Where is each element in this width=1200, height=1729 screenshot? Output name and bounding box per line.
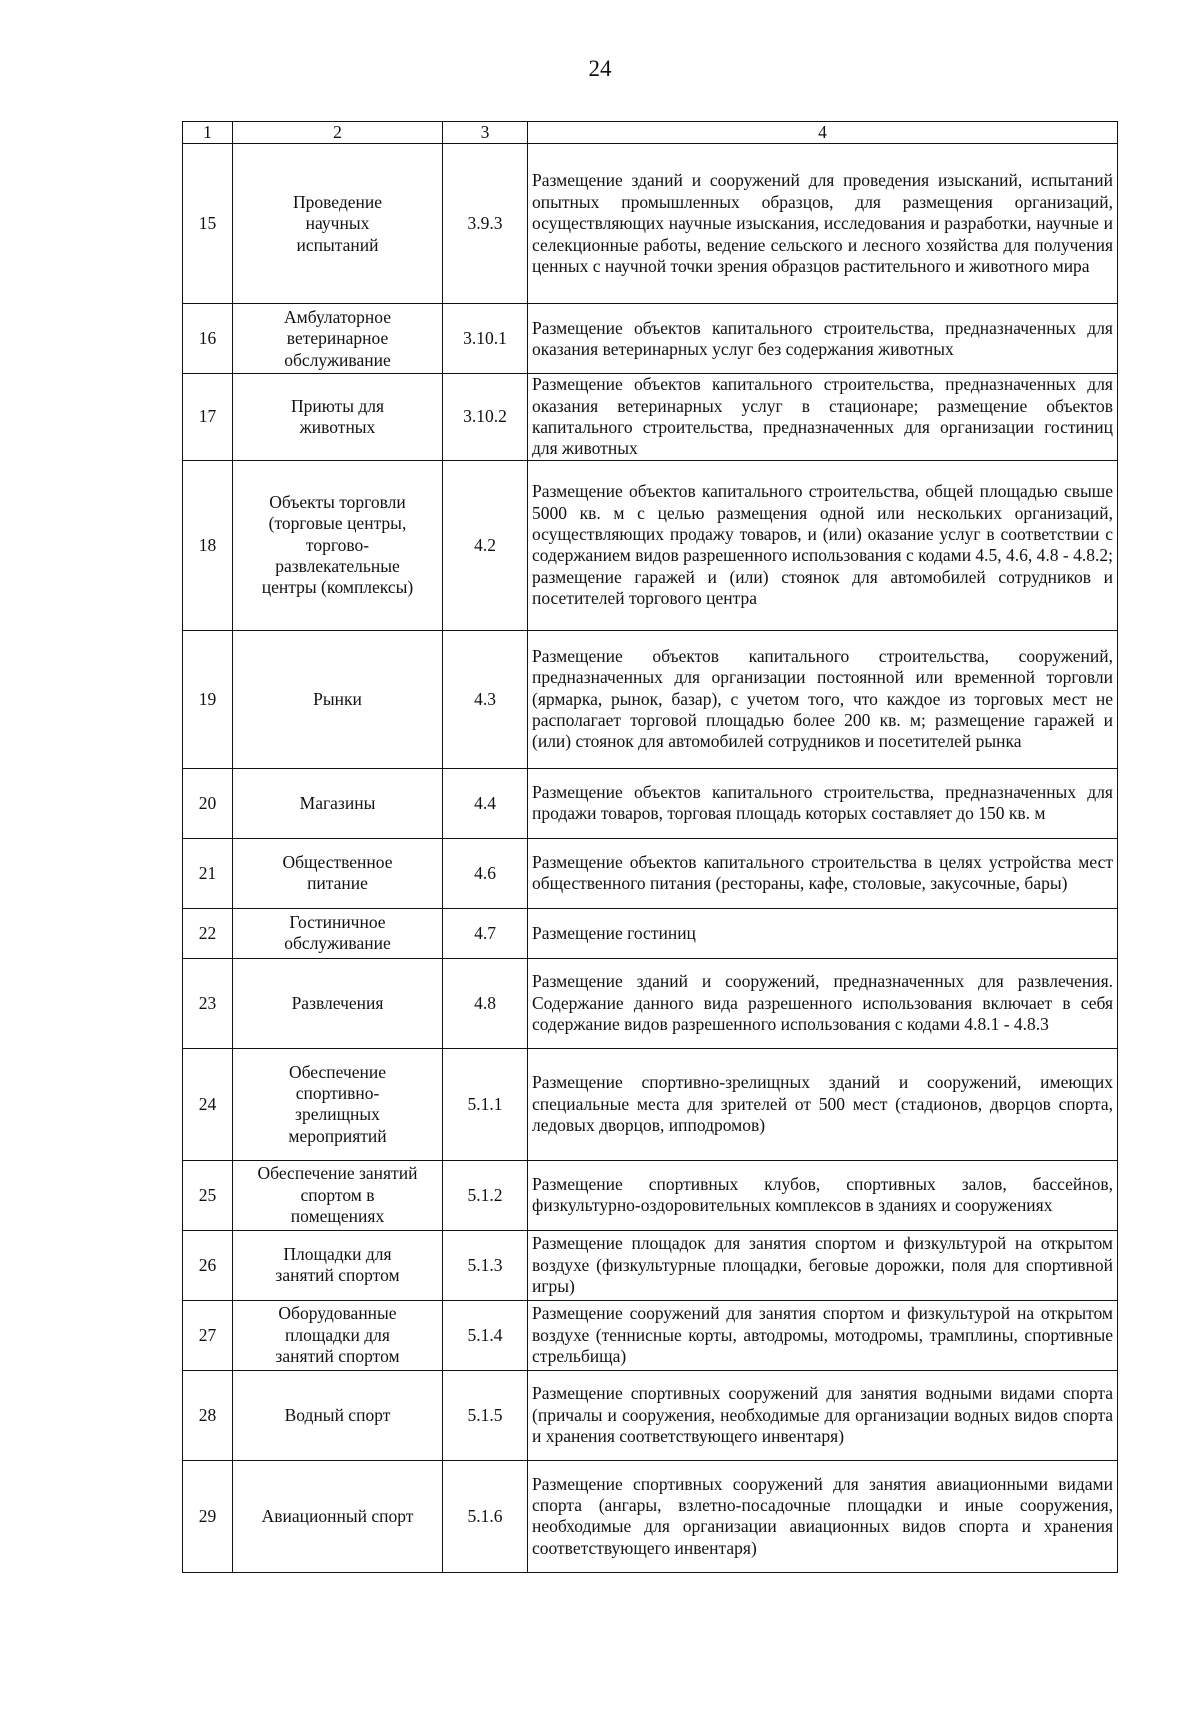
land-use-code: 5.1.4: [443, 1300, 528, 1370]
table-row: [183, 304, 1118, 374]
land-use-name-text: Площадки для занятий спортом: [275, 1243, 400, 1286]
table-row: [183, 1300, 1118, 1370]
land-use-description: Размещение гостиниц: [528, 908, 1118, 958]
row-number: 22: [183, 908, 233, 958]
table-row: [183, 1230, 1118, 1300]
land-use-name-text: Проведение научных испытаний: [292, 191, 382, 255]
table-row: [183, 1160, 1118, 1230]
land-use-name: [233, 1160, 443, 1230]
land-use-description: Размещение сооружений для занятия спортом и физкультурой на открытом воздухе (теннисные корты, автодромы, мотодромы, трамплины, спортивные стрельбища): [528, 1300, 1118, 1370]
land-use-name: [233, 304, 443, 374]
row-number: 19: [183, 630, 233, 768]
land-use-name-text: Приюты для животных: [290, 395, 385, 438]
land-use-name: [233, 374, 443, 460]
land-use-description: Размещение площадок для занятия спортом и физкультурой на открытом воздухе (физкультурные площадки, беговые дорожки, поля для спортивной игры): [528, 1230, 1118, 1300]
land-use-name: Развлечения: [233, 958, 443, 1048]
land-use-name-text: Амбулаторное ветеринарное обслуживание: [284, 306, 391, 370]
land-use-code: 5.1.5: [443, 1370, 528, 1460]
land-use-code: 3.10.1: [443, 304, 528, 374]
land-use-code: 3.9.3: [443, 144, 528, 304]
land-use-code: 5.1.3: [443, 1230, 528, 1300]
land-use-name: Авиационный спорт: [233, 1460, 443, 1572]
table-row: [183, 460, 1118, 630]
land-use-code: 4.4: [443, 768, 528, 838]
land-use-code: 5.1.6: [443, 1460, 528, 1572]
land-use-name-text: Обеспечение спортивно-зрелищных мероприятий: [288, 1061, 387, 1146]
land-use-description: Размещение спортивных клубов, спортивных залов, бассейнов, физкультурно-оздоровительных комплексов в зданиях и сооружениях: [528, 1160, 1118, 1230]
land-use-description: Размещение объектов капитального строительства, предназначенных для оказания ветеринарных услуг без содержания животных: [528, 304, 1118, 374]
land-use-description: Размещение объектов капитального строительства, сооружений, предназначенных для организации постоянной или временной торговли (ярмарка, рынок, базар), с учетом того, что каждое из торговых мест не располагает торговой площадью более 200 кв. м; размещение гаражей и (или) стоянок для автомобилей сотрудников и посетителей рынка: [528, 630, 1118, 768]
header-row: [183, 122, 1118, 144]
page-number: 24: [588, 56, 612, 81]
land-use-description: Размещение спортивно-зрелищных зданий и сооружений, имеющих специальные места для зрителей от 500 мест (стадионов, дворцов спорта, ледовых дворцов, ипподромов): [528, 1048, 1118, 1160]
land-use-name-text: Обеспечение занятий спортом в помещениях: [257, 1163, 418, 1226]
land-use-name-text: Объекты торговли (торговые центры, торгово-развлекательные центры (комплексы): [261, 491, 414, 598]
land-use-code: 3.10.2: [443, 374, 528, 460]
land-use-name: Магазины: [233, 768, 443, 838]
land-use-description: Размещение объектов капитального строительства в целях устройства мест общественного питания (рестораны, кафе, столовые, закусочные, бары): [528, 838, 1118, 908]
table-row: [183, 958, 1118, 1048]
land-use-name: Водный спорт: [233, 1370, 443, 1460]
table-row: [183, 1048, 1118, 1160]
row-number: 29: [183, 1460, 233, 1572]
land-use-name-text: Общественное питание: [282, 851, 393, 894]
row-number: 27: [183, 1300, 233, 1370]
land-use-name: [233, 908, 443, 958]
table-row: [183, 1460, 1118, 1572]
row-number: 25: [183, 1160, 233, 1230]
table-row: [183, 908, 1118, 958]
land-use-code: 4.6: [443, 838, 528, 908]
header-col-4: 4: [528, 122, 1118, 144]
land-use-description: Размещение зданий и сооружений, предназначенных для развлечения. Содержание данного вида разрешенного использования включает в себя содержание видов разрешенного использования с кодами 4.8.1 - 4.8.3: [528, 958, 1118, 1048]
land-use-table: [182, 121, 1118, 1573]
land-use-description: Размещение объектов капитального строительства, общей площадью свыше 5000 кв. м с целью размещения одной или нескольких организаций, осуществляющих продажу товаров, и (или) оказание услуг в соответствии с содержанием видов разрешенного использования с кодами 4.5, 4.6, 4.8 - 4.8.2; размещение гаражей и (или) стоянок для автомобилей сотрудников и посетителей торгового центра: [528, 460, 1118, 630]
table-row: [183, 838, 1118, 908]
land-use-code: 5.1.1: [443, 1048, 528, 1160]
land-use-description: Размещение спортивных сооружений для занятия авиационными видами спорта (ангары, взлетно-посадочные площадки и иные сооружения, необходимые для организации авиационных видов спорта и хранения соответствующего инвентаря): [528, 1460, 1118, 1572]
land-use-name: Рынки: [233, 630, 443, 768]
land-use-description: Размещение спортивных сооружений для занятия водными видами спорта (причалы и сооружения, необходимые для организации водных видов спорта и хранения соответствующего инвентаря): [528, 1370, 1118, 1460]
table-row: [183, 374, 1118, 460]
header-col-3: 3: [443, 122, 528, 144]
land-use-name: [233, 1300, 443, 1370]
land-use-code: 5.1.2: [443, 1160, 528, 1230]
row-number: 18: [183, 460, 233, 630]
land-use-code: 4.7: [443, 908, 528, 958]
land-use-description: Размещение зданий и сооружений для проведения изысканий, испытаний опытных промышленных образцов, для размещения организаций, осуществляющих научные изыскания, исследования и разработки, научные и селекционные работы, ведение сельского и лесного хозяйства для получения ценных с научной точки зрения образцов растительного и животного мира: [528, 144, 1118, 304]
row-number: 24: [183, 1048, 233, 1160]
land-use-name-text: Гостиничное обслуживание: [284, 911, 391, 954]
row-number: 23: [183, 958, 233, 1048]
table-row: [183, 630, 1118, 768]
row-number: 17: [183, 374, 233, 460]
land-use-name: [233, 1230, 443, 1300]
land-use-code: 4.8: [443, 958, 528, 1048]
table-row: [183, 768, 1118, 838]
row-number: 28: [183, 1370, 233, 1460]
row-number: 26: [183, 1230, 233, 1300]
table-row: [183, 1370, 1118, 1460]
land-use-code: 4.3: [443, 630, 528, 768]
header-col-1: 1: [183, 122, 233, 144]
row-number: 20: [183, 768, 233, 838]
land-use-name-text: Оборудованные площадки для занятий спортом: [275, 1303, 400, 1366]
header-col-2: 2: [233, 122, 443, 144]
row-number: 21: [183, 838, 233, 908]
land-use-description: Размещение объектов капитального строительства, предназначенных для продажи товаров, торговая площадь которых составляет до 150 кв. м: [528, 768, 1118, 838]
land-use-description: Размещение объектов капитального строительства, предназначенных для оказания ветеринарных услуг в стационаре; размещение объектов капитального строительства, предназначенных для организации гостиниц для животных: [528, 374, 1118, 460]
table-row: [183, 144, 1118, 304]
land-use-name: [233, 144, 443, 304]
land-use-name: [233, 1048, 443, 1160]
land-use-name: [233, 460, 443, 630]
land-use-name: [233, 838, 443, 908]
row-number: 16: [183, 304, 233, 374]
land-use-code: 4.2: [443, 460, 528, 630]
row-number: 15: [183, 144, 233, 304]
